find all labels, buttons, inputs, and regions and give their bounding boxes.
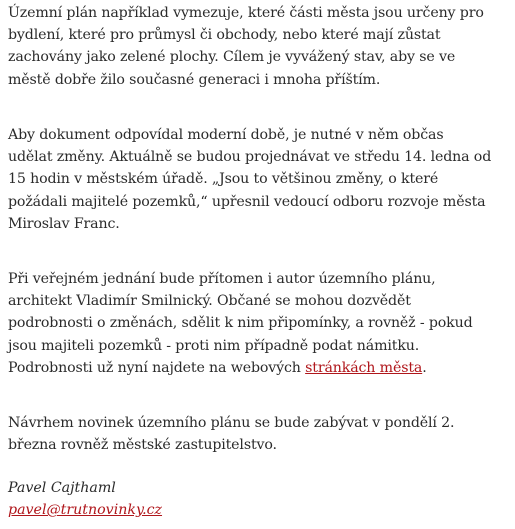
paragraph-city-council — [8, 412, 508, 456]
text-line: 15 hodin v městském úřadě. „Jsou to většinou změny, o které — [8, 171, 439, 188]
text-line-with-link — [8, 357, 508, 379]
text-line: městě dobře žilo současné generaci i mnoha příštím. — [8, 71, 381, 88]
text-line: udělat změny. Aktuálně se budou projednávat ve středu 14. ledna od — [8, 149, 492, 166]
text-line: Aby dokument odpovídal moderní době, je nutné v něm občas — [8, 127, 444, 143]
text-line: jsou majiteli pozemků - proti nim případně podat námitku. — [8, 337, 420, 354]
author-name: Pavel Cajthaml — [8, 480, 116, 496]
text-line: zachovány jako zelené plochy. Cílem je vyvážený stav, aby se ve — [8, 49, 456, 66]
text-line: Při veřejném jednání bude přítomen i autor územního plánu, — [8, 271, 436, 287]
author-email-link[interactable]: pavel@trutnovinky.cz — [8, 502, 163, 519]
paragraph-changes — [8, 124, 508, 235]
paragraph-public-hearing — [8, 268, 508, 379]
text-fragment: Podrobnosti už nyní najdete na webových — [8, 359, 306, 376]
text-line: požádali majitelé pozemků,“ upřesnil vedoucí odboru rozvoje města — [8, 193, 486, 210]
text-fragment: . — [422, 359, 427, 376]
text-line: Územní plán například vymezuje, které části města jsou určeny pro — [8, 5, 484, 21]
city-website-link[interactable]: stránkách města — [305, 359, 423, 376]
paragraph-zoning-plan — [8, 2, 508, 91]
text-line: března rovněž městské zastupitelstvo. — [8, 437, 277, 454]
text-line: Miroslav Franc. — [8, 215, 120, 232]
text-line: architekt Vladimír Smilnický. Občané se mohou dozvědět — [8, 293, 411, 310]
author-signature — [8, 477, 162, 521]
text-line: Návrhem novinek územního plánu se bude zabývat v pondělí 2. — [8, 415, 455, 431]
text-line: podrobnosti o změnách, sdělit k nim připomínky, a rovněž - pokud — [8, 315, 473, 332]
text-line: bydlení, které pro průmysl či obchody, nebo které mají zůstat — [8, 27, 441, 44]
